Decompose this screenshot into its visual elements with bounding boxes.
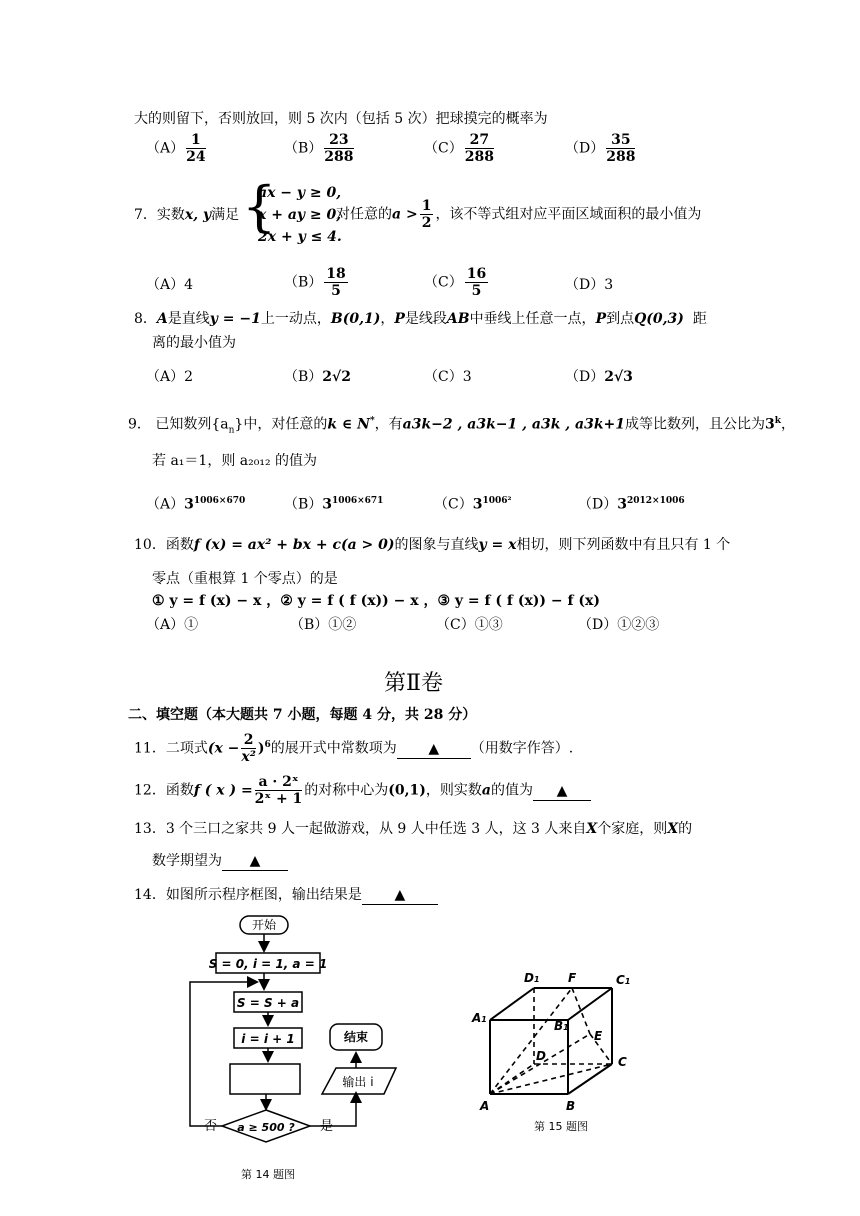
q10-line3: ① y = f (x) − x ，② y = f ( f (x)) − x ，③ y = f ( f (x)) − f (x) [152, 593, 601, 609]
q12-text: 12．函数f ( x ) = $\frac{\text{a · 2ˣ}}{\text{2ˣ + 1}}$ 的对称中心为(0,1)，则实数a的值为 ▲ [134, 774, 591, 807]
flow-start-label: 开始 [251, 918, 277, 932]
q6-option-d[interactable]: （D） $\frac{35}{288}$ [565, 132, 636, 165]
cube-label-a1: A1 [472, 1011, 487, 1025]
cube-label-d: D [536, 1049, 546, 1063]
q7-condition: 对任意的a > $\frac{1}{2}$ ，该不等式组对应平面区域面积的最小值为 [336, 198, 702, 231]
q10-line2: 零点（重根算 1 个零点）的是 [152, 571, 338, 587]
q7-option-b[interactable]: （B） $\frac{18}{5}$ [284, 266, 346, 299]
cube-label-c1: C1 [616, 973, 631, 987]
q14-answer-blank[interactable]: ▲ [362, 886, 438, 905]
q6-text: 大的则留下，否则放回，则 5 次内（包括 5 次）把球摸完的概率为 [134, 111, 548, 127]
q11-text: 11．二项式(x − $\frac{2}{\text{x²}}$ )$^6$的展开式中常数项为 ▲ （用数字作答）. [134, 732, 574, 765]
q13-line2: 数学期望为 ▲ [152, 852, 288, 871]
q13-line1: 13．3 个三口之家共 9 人一起做游戏，从 9 人中任选 3 人，这 3 人来自X个家庭，则X的 [134, 821, 693, 837]
flow-no-label: 否 [204, 1119, 218, 1134]
q9-option-d[interactable]: $(D)3^{2012\times 1006}$ [578, 496, 685, 513]
cube-label-b: B [566, 1099, 576, 1113]
flow-output-label: 输出 i [342, 1075, 374, 1089]
q9-option-a[interactable]: $(A)3^{1006\times 670}$ [146, 496, 246, 513]
q7-option-d[interactable]: （D）3 [565, 277, 614, 293]
q11-answer-blank[interactable]: ▲ [397, 740, 471, 759]
cube-figure [460, 960, 660, 1140]
flowchart-figure [0, 900, 460, 1216]
q8-line1: 8．A是直线y = −1上一动点，B(0,1)，P是线段AB中垂线上任意一点，P到点Q(0,3) 距 [134, 311, 707, 327]
flow-caption: 第 14 题图 [241, 1168, 295, 1181]
q7-option-c[interactable]: （C） $\frac{16}{5}$ [424, 266, 487, 299]
cube-label-c: C [618, 1055, 627, 1069]
flow-init-label: S = 0, i = 1, a = 1 [208, 957, 328, 971]
flow-yes-label: 是 [320, 1119, 334, 1134]
q14-text: 14．如图所示程序框图，输出结果是 ▲ [134, 886, 438, 905]
q13-answer-blank[interactable]: ▲ [222, 852, 288, 871]
q8-option-a[interactable]: （A）2 [146, 369, 194, 385]
q9-line1: 9． 已知数列$\{a_n\}$中，对任意的k ∈ N*，有a3k−2 , a3k−1 , a3k , a3k+1成等比数列，且公比为3$^k$， [128, 416, 796, 436]
cube-label-b1: B1 [554, 1019, 569, 1033]
q9-line2: 若 a₁＝1，则 a₂₀₁₂ 的值为 [152, 453, 318, 469]
flow-empty-shape [230, 1064, 300, 1094]
q6-option-b[interactable]: （B） $\frac{23}{288}$ [284, 132, 354, 165]
q8-option-d[interactable]: （D）2√3 [565, 369, 633, 385]
q10-line1: 10．函数f (x) = ax² + bx + c(a > 0)的图象与直线y = x相切，则下列函数中有且只有 1 个 [134, 537, 731, 553]
q9-option-c[interactable]: $(C)3^{1006^2}$ [434, 496, 512, 513]
flow-end-label: 结束 [343, 1030, 369, 1044]
q6-option-a[interactable]: （A） $\frac{1}{24}$ [146, 132, 206, 165]
cube-label-d1: D1 [524, 971, 540, 985]
q7-brace: { [242, 175, 277, 238]
flow-step1-label: S = S + a [236, 996, 300, 1010]
q7-ineq-3: 2x + y ≤ 4. [258, 229, 342, 245]
fill-heading: 二、填空题（本大题共 7 小题，每题 4 分，共 28 分） [128, 707, 477, 723]
q8-line2: 离的最小值为 [152, 335, 236, 351]
cube-label-e: E [594, 1029, 603, 1043]
q10-option-b[interactable]: （B）①② [290, 617, 357, 633]
q8-option-b[interactable]: （B）2√2 [284, 369, 351, 385]
q7-ineq-2: x + ay ≥ 0, [258, 207, 342, 223]
q8-option-c[interactable]: （C）3 [424, 369, 472, 385]
flow-decision-label: a ≥ 500 ? [237, 1121, 295, 1134]
q7-prefix: 7．实数x, y满足 [134, 207, 240, 223]
flow-step2-label: i = i + 1 [241, 1032, 295, 1046]
cube-label-a: A [480, 1099, 490, 1113]
cube-label-f: F [568, 971, 577, 985]
q7-option-a[interactable]: （A）4 [146, 277, 194, 293]
q9-option-b[interactable]: $(B)3^{1006\times 671}$ [284, 496, 384, 513]
q10-option-a[interactable]: （A）① [146, 617, 199, 633]
q10-option-d[interactable]: （D）①②③ [578, 617, 660, 633]
q6-option-c[interactable]: （C） $\frac{27}{288}$ [424, 132, 494, 165]
section-title: 第Ⅱ卷 [384, 671, 443, 696]
cube-caption: 第 15 题图 [534, 1120, 588, 1133]
q12-answer-blank[interactable]: ▲ [533, 782, 591, 801]
q7-ineq-1: ax − y ≥ 0, [258, 185, 342, 201]
q10-option-c[interactable]: （C）①③ [436, 617, 503, 633]
